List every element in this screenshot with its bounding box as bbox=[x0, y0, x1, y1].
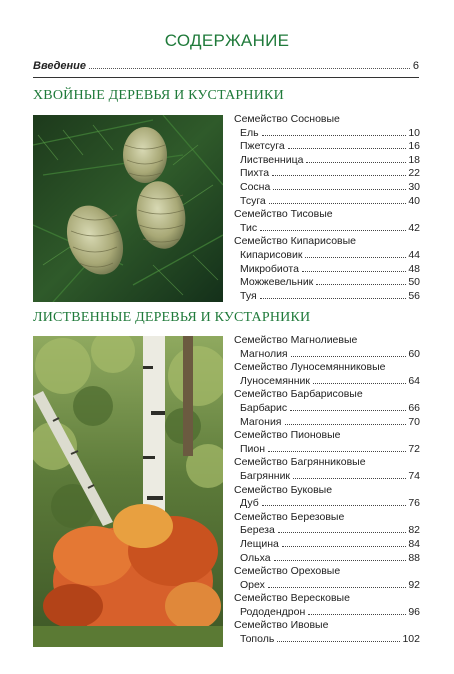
toc-entry[interactable] bbox=[234, 140, 420, 154]
entry-page-number: 96 bbox=[408, 605, 420, 618]
divider bbox=[33, 77, 419, 78]
toc-entry[interactable] bbox=[234, 348, 420, 362]
page-title: СОДЕРЖАНИЕ bbox=[164, 31, 290, 50]
toc-entry[interactable] bbox=[234, 154, 420, 168]
entry-page-number: 76 bbox=[408, 497, 420, 510]
toc-family-heading bbox=[234, 456, 420, 470]
toc-family-heading bbox=[234, 388, 420, 402]
toc-list-deciduous bbox=[234, 334, 420, 647]
family-label: Семейство Пионовые bbox=[234, 429, 341, 442]
dot-leader bbox=[302, 270, 406, 272]
entry-label: Орех bbox=[240, 578, 265, 591]
entry-page-number: 42 bbox=[408, 221, 420, 234]
family-label: Семейство Барбарисовые bbox=[234, 388, 363, 401]
dot-leader bbox=[282, 545, 406, 547]
dot-leader bbox=[274, 559, 407, 561]
section-heading-deciduous: ЛИСТВЕННЫЕ ДЕРЕВЬЯ И КУСТАРНИКИ bbox=[33, 310, 311, 325]
entry-label: Тсуга bbox=[240, 194, 266, 207]
entry-page-number: 50 bbox=[408, 276, 420, 289]
dot-leader bbox=[260, 297, 407, 299]
entry-label: Рододендрон bbox=[240, 605, 306, 618]
entry-page-number: 102 bbox=[402, 633, 420, 646]
entry-label: Луносемянник bbox=[240, 374, 310, 387]
entry-label: Микробиота bbox=[240, 262, 299, 275]
toc-entry[interactable] bbox=[234, 443, 420, 457]
dot-leader bbox=[268, 586, 406, 588]
family-label: Семейство Багрянниковые bbox=[234, 456, 366, 469]
toc-list-conifers bbox=[234, 113, 420, 303]
dot-leader bbox=[285, 423, 407, 425]
entry-label: Магнолия bbox=[240, 347, 288, 360]
entry-label: Можжевельник bbox=[240, 276, 314, 289]
entry-label: Сосна bbox=[240, 180, 271, 193]
toc-entry[interactable] bbox=[234, 470, 420, 484]
entry-page-number: 72 bbox=[408, 442, 420, 455]
dot-leader bbox=[290, 409, 406, 411]
toc-entry[interactable] bbox=[234, 290, 420, 304]
toc-entry[interactable] bbox=[234, 195, 420, 209]
entry-page-number: 48 bbox=[408, 262, 420, 275]
dot-leader bbox=[89, 67, 410, 69]
entry-label: Дуб bbox=[240, 497, 259, 510]
entry-page-number: 18 bbox=[408, 153, 420, 166]
toc-family-heading bbox=[234, 235, 420, 249]
entry-label: Пион bbox=[240, 442, 266, 455]
toc-entry[interactable] bbox=[234, 524, 420, 538]
dot-leader bbox=[291, 355, 407, 357]
family-label: Семейство Ивовые bbox=[234, 619, 329, 632]
toc-family-heading bbox=[234, 361, 420, 375]
toc-entry[interactable] bbox=[234, 127, 420, 141]
entry-page-number: 70 bbox=[408, 415, 420, 428]
toc-family-heading bbox=[234, 208, 420, 222]
entry-page-number: 64 bbox=[408, 374, 420, 387]
entry-page-number: 66 bbox=[408, 401, 420, 414]
family-label: Семейство Луносемянниковые bbox=[234, 361, 386, 374]
intro-entry[interactable] bbox=[33, 60, 419, 73]
toc-entry[interactable] bbox=[234, 497, 420, 511]
toc-entry[interactable] bbox=[234, 249, 420, 263]
dot-leader bbox=[306, 161, 406, 163]
entry-page-number: 82 bbox=[408, 524, 420, 537]
family-label: Семейство Сосновые bbox=[234, 113, 340, 125]
toc-family-heading bbox=[234, 113, 420, 127]
entry-page-number: 22 bbox=[408, 167, 420, 180]
entry-page-number: 92 bbox=[408, 578, 420, 591]
dot-leader bbox=[277, 640, 400, 642]
dot-leader bbox=[278, 531, 406, 533]
toc-family-heading bbox=[234, 592, 420, 606]
family-label: Семейство Ореховые bbox=[234, 565, 341, 578]
toc-entry[interactable] bbox=[234, 402, 420, 416]
birch-autumn-photo bbox=[33, 336, 223, 647]
dot-leader bbox=[262, 504, 407, 506]
entry-label: Лещина bbox=[240, 537, 279, 550]
toc-family-heading bbox=[234, 565, 420, 579]
dot-leader bbox=[308, 613, 406, 615]
toc-family-heading bbox=[234, 484, 420, 498]
family-label: Семейство Кипарисовые bbox=[234, 235, 357, 248]
dot-leader bbox=[262, 134, 407, 136]
toc-entry[interactable] bbox=[234, 633, 420, 647]
toc-entry[interactable] bbox=[234, 416, 420, 430]
conifer-cones-photo bbox=[33, 115, 223, 302]
entry-page-number: 10 bbox=[408, 126, 420, 139]
toc-entry[interactable] bbox=[234, 181, 420, 195]
dot-leader bbox=[305, 256, 406, 258]
entry-label: Лиственница bbox=[240, 153, 304, 166]
entry-page-number: 40 bbox=[408, 194, 420, 207]
toc-family-heading bbox=[234, 511, 420, 525]
dot-leader bbox=[313, 382, 406, 384]
entry-label: Магония bbox=[240, 415, 282, 428]
entry-label: Ель bbox=[240, 126, 259, 139]
entry-page-number: 60 bbox=[408, 347, 420, 360]
toc-family-heading bbox=[234, 334, 420, 348]
entry-page-number: 74 bbox=[408, 469, 420, 482]
dot-leader bbox=[293, 477, 406, 479]
entry-label: Барбарис bbox=[240, 401, 288, 414]
toc-entry[interactable] bbox=[234, 579, 420, 593]
entry-page-number: 16 bbox=[408, 140, 420, 153]
entry-page-number: 84 bbox=[408, 537, 420, 550]
entry-label: Береза bbox=[240, 524, 275, 537]
entry-label: Багрянник bbox=[240, 469, 291, 482]
entry-label: Ольха bbox=[240, 551, 271, 564]
family-label: Семейство Буковые bbox=[234, 483, 333, 496]
family-label: Семейство Тисовые bbox=[234, 208, 333, 221]
toc-family-heading bbox=[234, 619, 420, 633]
entry-page-number: 44 bbox=[408, 248, 420, 261]
entry-page-number: 30 bbox=[408, 180, 420, 193]
dot-leader bbox=[268, 450, 406, 452]
family-label: Семейство Магнолиевые bbox=[234, 334, 358, 346]
entry-page-number: 56 bbox=[408, 289, 420, 302]
family-label: Семейство Березовые bbox=[234, 510, 345, 523]
intro-page: 6 bbox=[412, 60, 419, 72]
toc-entry[interactable] bbox=[234, 606, 420, 620]
intro-label: Введение bbox=[33, 60, 86, 72]
toc-entry[interactable] bbox=[234, 167, 420, 181]
toc-family-heading bbox=[234, 429, 420, 443]
toc-entry[interactable] bbox=[234, 276, 420, 290]
dot-leader bbox=[273, 188, 406, 190]
toc-entry[interactable] bbox=[234, 263, 420, 277]
entry-label: Туя bbox=[240, 289, 257, 302]
dot-leader bbox=[316, 283, 406, 285]
toc-entry[interactable] bbox=[234, 538, 420, 552]
dot-leader bbox=[269, 202, 407, 204]
entry-label: Пжетсуга bbox=[240, 140, 285, 153]
entry-label: Тис bbox=[240, 221, 258, 234]
entry-page-number: 88 bbox=[408, 551, 420, 564]
toc-entry[interactable] bbox=[234, 375, 420, 389]
entry-label: Пихта bbox=[240, 167, 270, 180]
dot-leader bbox=[272, 174, 406, 176]
dot-leader bbox=[260, 229, 406, 231]
entry-label: Тополь bbox=[240, 633, 275, 646]
toc-entry[interactable] bbox=[234, 222, 420, 236]
dot-leader bbox=[288, 147, 407, 149]
family-label: Семейство Вересковые bbox=[234, 592, 350, 605]
section-heading-conifers: ХВОЙНЫЕ ДЕРЕВЬЯ И КУСТАРНИКИ bbox=[33, 88, 284, 103]
entry-label: Кипарисовик bbox=[240, 248, 303, 261]
toc-entry[interactable] bbox=[234, 552, 420, 566]
